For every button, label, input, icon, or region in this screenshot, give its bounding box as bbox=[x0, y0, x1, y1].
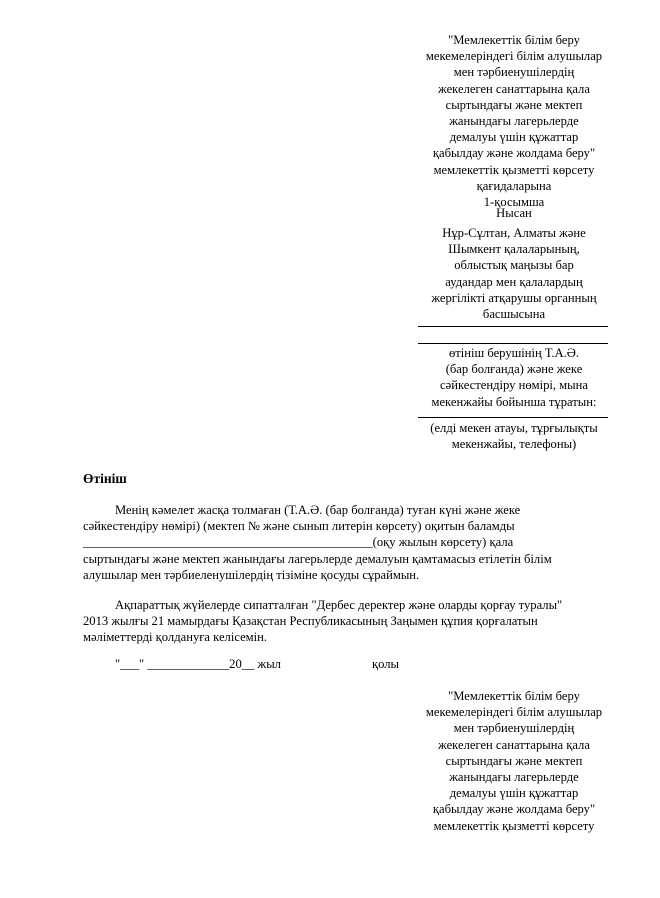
appendix-header-line: мемлекеттік қызметті көрсету bbox=[433, 818, 595, 833]
appendix-header-line: мен тәрбиенушілердің bbox=[453, 65, 575, 80]
consent-paragraph bbox=[83, 597, 613, 646]
document-title: Өтініш bbox=[83, 471, 127, 486]
paragraph-line: мәліметтерді қолдануға келісемін. bbox=[83, 630, 268, 645]
appendix-header-line: жекелеген санаттарына қала bbox=[438, 81, 590, 96]
appendix-header-line: "Мемлекеттік білім беру bbox=[448, 689, 580, 703]
appendix-header-line: демалуы үшін құжаттар bbox=[449, 786, 579, 801]
appendix-header-line: жанындағы лагерьлерде bbox=[449, 114, 579, 129]
applicant-block bbox=[416, 345, 612, 410]
request-paragraph bbox=[83, 502, 613, 583]
appendix-header-line: мекемелеріндегі білім алушылар bbox=[425, 705, 603, 720]
appendix-header-line: мен тәрбиенушілердің bbox=[453, 721, 575, 736]
applicant-line: өтініш берушінің Т.А.Ә. bbox=[448, 346, 580, 360]
fill-in-line bbox=[418, 326, 608, 327]
paragraph-line: сыртындағы және мектеп жанындағы лагерьлерде демалуын қамтамасыз етілетін білім bbox=[83, 551, 552, 566]
addressee-line: Нұр-Сұлтан, Алматы және bbox=[442, 226, 586, 240]
appendix-header-line: сыртындағы және мектеп bbox=[445, 753, 583, 768]
addressee-line: облыстық маңызы бар bbox=[454, 258, 574, 273]
appendix-header-line: демалуы үшін құжаттар bbox=[449, 130, 579, 145]
address-hint-line: мекенжайы, телефоны) bbox=[451, 437, 577, 452]
address-hint-line: (елді мекен атауы, тұрғылықты bbox=[430, 421, 598, 435]
fill-in-line bbox=[418, 417, 608, 418]
paragraph-line: алушылар мен тәрбиеленушілердің тізіміне қосуды сұраймын. bbox=[83, 567, 420, 582]
paragraph-line: 2013 жылғы 21 мамырдағы Қазақстан Республикасының Заңымен құпия қорғалатын bbox=[83, 614, 538, 629]
appendix-header-line: қағидаларына bbox=[476, 178, 552, 193]
form-label-text: Нысан bbox=[496, 206, 532, 220]
appendix-header-line: "Мемлекеттік білім беру bbox=[448, 33, 580, 47]
appendix-header-line: жекелеген санаттарына қала bbox=[438, 737, 590, 752]
applicant-line: (бар болғанда) және жеке bbox=[445, 362, 583, 377]
applicant-line: мекенжайы бойынша тұратын: bbox=[431, 394, 597, 409]
addressee-block bbox=[416, 225, 612, 322]
addressee-line: жергілікті атқарушы органның bbox=[431, 290, 597, 305]
appendix-header-line: қабылдау және жолдама беру" bbox=[432, 802, 596, 817]
form-label bbox=[416, 205, 612, 221]
addressee-line: басшысына bbox=[482, 307, 546, 322]
appendix-header-line: жанындағы лагерьлерде bbox=[449, 770, 579, 785]
address-hint-block bbox=[416, 420, 612, 452]
appendix-number: 1-қосымша bbox=[483, 195, 545, 210]
fill-in-line bbox=[418, 343, 608, 344]
paragraph-line: ______________________________________________(оқу жылын көрсету) қала bbox=[83, 535, 514, 550]
appendix-header-line: мемлекеттік қызметті көрсету bbox=[433, 162, 595, 177]
signature-label: қолы bbox=[372, 657, 399, 671]
date-line: "___" _____________20__ жыл bbox=[115, 657, 281, 671]
appendix-header-line: қабылдау және жолдама беру" bbox=[432, 146, 596, 161]
appendix-header bbox=[416, 32, 612, 210]
applicant-line: сәйкестендіру нөмірі, мына bbox=[440, 378, 588, 393]
paragraph-line: сәйкестендіру нөмірі) (мектеп № және сынып литерін көрсету) оқитын баламды bbox=[83, 519, 515, 534]
appendix-header-repeat bbox=[416, 688, 612, 834]
appendix-header-line: сыртындағы және мектеп bbox=[445, 97, 583, 112]
appendix-header-line: мекемелеріндегі білім алушылар bbox=[425, 49, 603, 64]
addressee-line: аудандар мен қалалардың bbox=[445, 274, 583, 289]
paragraph-line: Менің кәмелет жасқа толмаған (Т.А.Ә. (бар болғанда) туған күні және жеке bbox=[115, 503, 521, 517]
addressee-line: Шымкент қалаларының, bbox=[448, 242, 580, 257]
paragraph-line: Ақпараттық жүйелерде сипатталған "Дербес деректер және оларды қорғау туралы" bbox=[115, 598, 563, 612]
